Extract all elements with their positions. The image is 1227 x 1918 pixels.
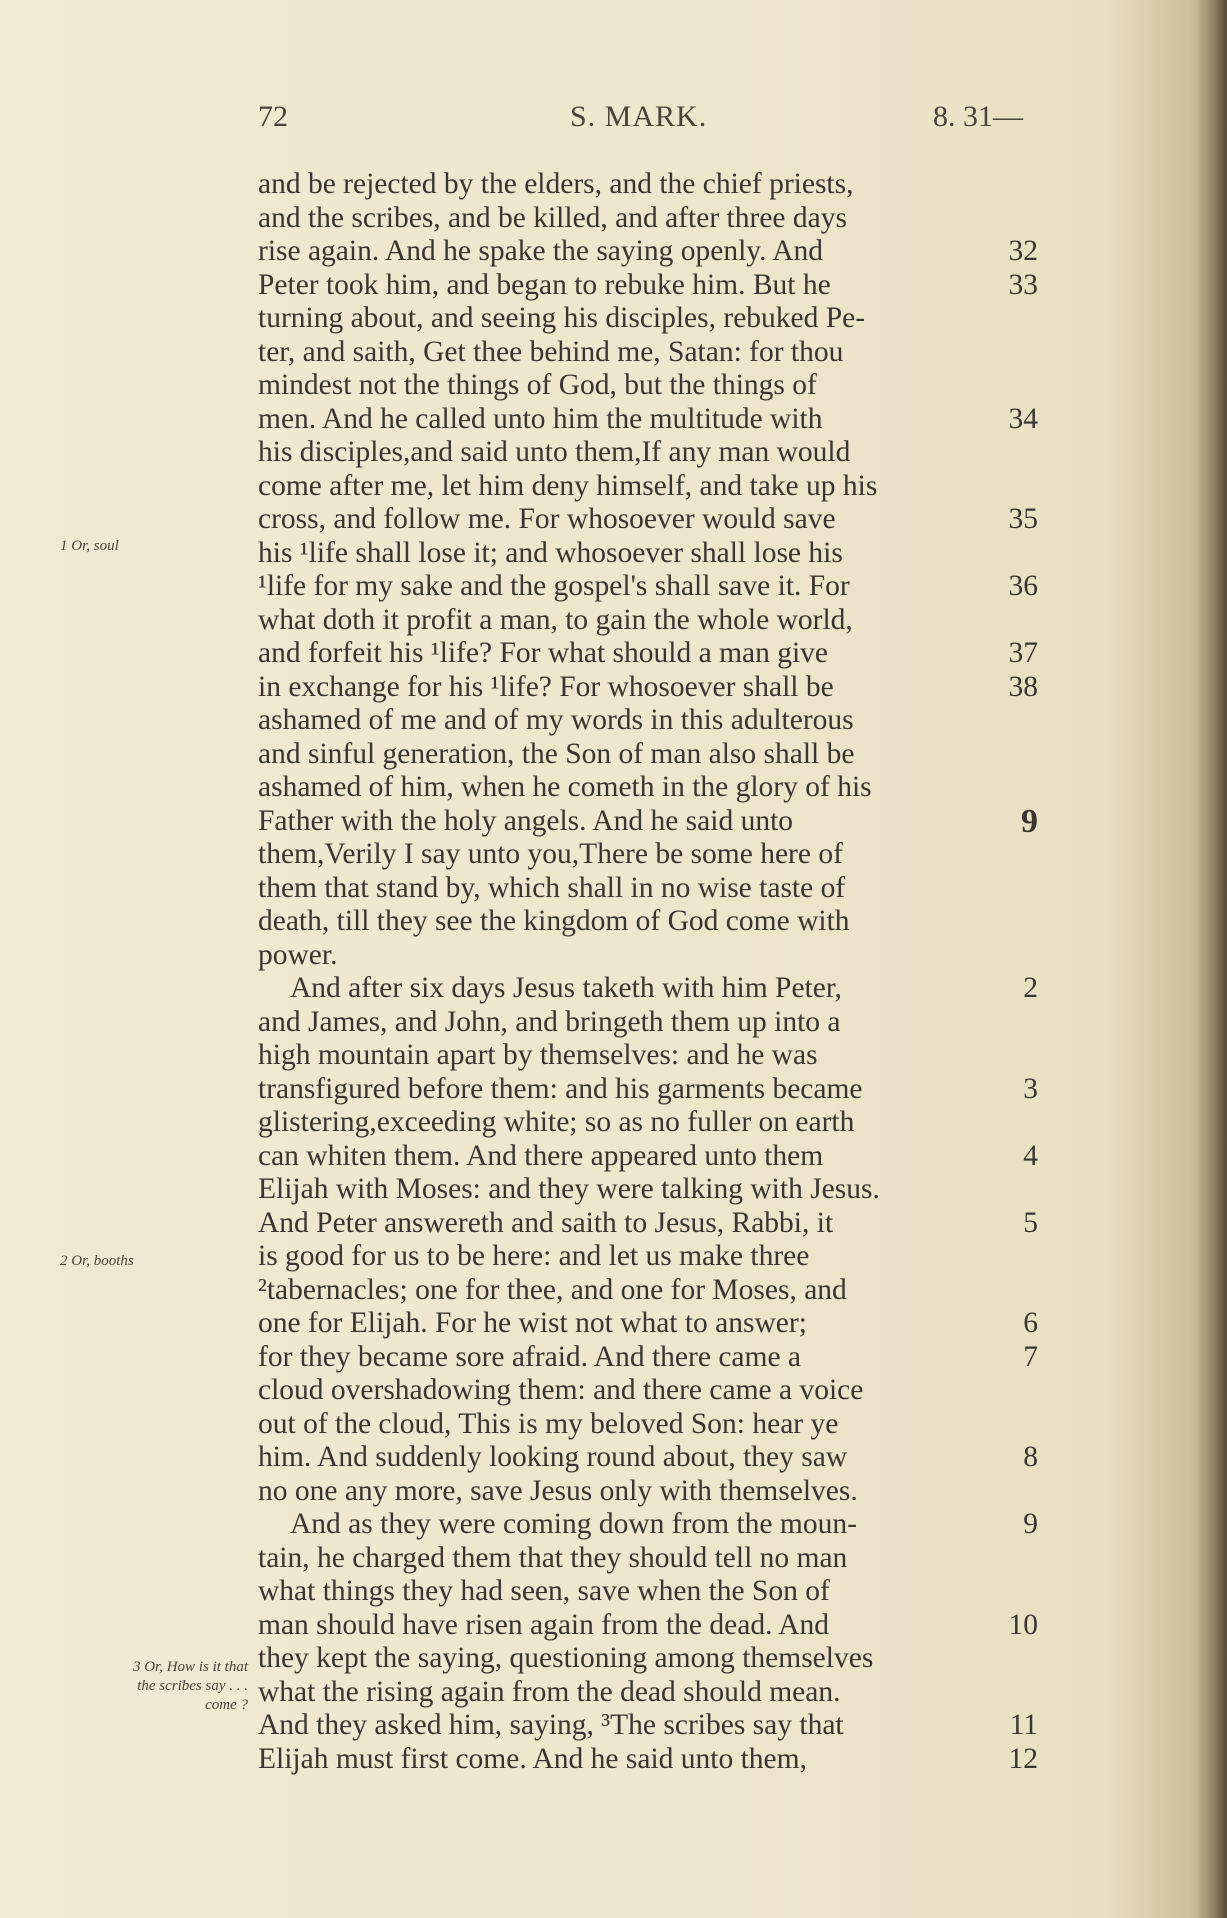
- text-line: [258, 168, 1038, 202]
- text-line: [258, 738, 1038, 772]
- verse-number: 11: [1009, 1709, 1038, 1741]
- text-line: [258, 671, 1038, 705]
- text-line: [258, 1374, 1038, 1408]
- text-line: [258, 269, 1038, 303]
- text-line: [258, 470, 1038, 504]
- text-line: [258, 570, 1038, 604]
- verse-number: 36: [1008, 570, 1038, 602]
- verse-number: 7: [1023, 1340, 1038, 1373]
- text-line: [258, 838, 1038, 872]
- line-text: ¹life for my sake and the gospel's shall save it. For: [258, 570, 850, 602]
- text-line: [258, 1073, 1038, 1107]
- text-line: [258, 403, 1038, 437]
- text-line: [258, 1609, 1038, 1643]
- margin-note: [52, 1658, 248, 1715]
- line-text: for they became sore afraid. And there came a: [258, 1340, 802, 1373]
- line-text: ashamed of me and of my words in this adulterous: [258, 704, 854, 736]
- line-text: And Peter answereth and saith to Jesus, Rabbi, it: [258, 1206, 834, 1239]
- line-text: death, till they see the kingdom of God come with: [258, 905, 850, 937]
- text-line: [258, 802, 1038, 840]
- verse-number: 37: [1008, 637, 1038, 669]
- line-text: and the scribes, and be killed, and after three days: [258, 201, 847, 234]
- line-text: ter, and saith, Get thee behind me, Satan: for thou: [258, 335, 844, 368]
- line-text: man should have risen again from the dead. And: [258, 1608, 830, 1641]
- text-line: [258, 604, 1038, 638]
- text-line: [258, 1508, 1038, 1542]
- text-line: [258, 905, 1038, 939]
- text-line: [258, 1173, 1038, 1207]
- line-text: tain, he charged them that they should tell no man: [258, 1541, 848, 1574]
- text-line: [258, 302, 1038, 336]
- verse-number: 8: [1023, 1441, 1038, 1473]
- text-line: [258, 771, 1038, 805]
- verse-number: 5: [1023, 1206, 1038, 1239]
- line-text: in exchange for his ¹life? For whosoever shall be: [258, 670, 834, 703]
- text-line: [258, 1542, 1038, 1576]
- text-line: [258, 1743, 1038, 1777]
- text-line: [258, 1140, 1038, 1174]
- line-text: no one any more, save Jesus only with themselves.: [258, 1474, 858, 1507]
- verse-number: 4: [1023, 1139, 1038, 1172]
- text-line: [258, 1475, 1038, 1509]
- line-text: his disciples,and said unto them,If any man would: [258, 436, 851, 468]
- line-text: Peter took him, and began to rebuke him. But he: [258, 268, 831, 301]
- line-text: come after me, let him deny himself, and take up his: [258, 469, 878, 502]
- line-text: and James, and John, and bringeth them up into a: [258, 1005, 841, 1038]
- line-text: and forfeit his ¹life? For what should a man give: [258, 637, 829, 669]
- line-text: his ¹life shall lose it; and whosoever shall lose his: [258, 536, 843, 569]
- line-text: ashamed of him, when he cometh in the glory of his: [258, 771, 872, 803]
- line-text: And as they were coming down from the moun-: [290, 1508, 857, 1540]
- text-line: [258, 872, 1038, 906]
- text-line: [258, 972, 1038, 1006]
- text-line: [258, 1307, 1038, 1341]
- verse-number: 33: [1008, 268, 1038, 301]
- line-text: men. And he called unto him the multitude with: [258, 402, 823, 435]
- line-text: them,Verily I say unto you,There be some here of: [258, 838, 843, 870]
- line-text: turning about, and seeing his disciples, rebuked Pe-: [258, 302, 866, 334]
- running-header: [258, 100, 1038, 144]
- text-line: [258, 436, 1038, 470]
- line-text: mindest not the things of God, but the things of: [258, 369, 817, 401]
- text-line: [258, 1341, 1038, 1375]
- line-text: Elijah with Moses: and they were talking with Jesus.: [258, 1173, 880, 1205]
- text-line: [258, 336, 1038, 370]
- line-text: out of the cloud, This is my beloved Son: hear ye: [258, 1407, 839, 1440]
- line-text: and sinful generation, the Son of man also shall be: [258, 737, 855, 770]
- line-text: power.: [258, 938, 338, 971]
- text-line: [258, 1575, 1038, 1609]
- verse-number: 32: [1008, 235, 1038, 267]
- margin-note-line: the scribes say . . .: [137, 1678, 248, 1694]
- line-text: glistering,exceeding white; so as no fuller on earth: [258, 1106, 855, 1138]
- text-line: [258, 1441, 1038, 1475]
- text-line: [258, 202, 1038, 236]
- chapter-verse-reference: 8. 31—: [933, 100, 1023, 133]
- text-line: [258, 1106, 1038, 1140]
- line-text: they kept the saying, questioning among themselves: [258, 1642, 874, 1674]
- verse-number: 12: [1008, 1742, 1038, 1775]
- line-text: rise again. And he spake the saying openly. And: [258, 235, 824, 267]
- text-line: [258, 503, 1038, 537]
- verse-number: 35: [1008, 503, 1038, 535]
- line-text: and be rejected by the elders, and the chief priests,: [258, 168, 854, 200]
- line-text: transfigured before them: and his garments became: [258, 1072, 863, 1105]
- text-line: [258, 1207, 1038, 1241]
- line-text: And after six days Jesus taketh with him Peter,: [290, 972, 842, 1004]
- text-line: [258, 1642, 1038, 1676]
- line-text: them that stand by, which shall in no wise taste of: [258, 871, 846, 904]
- text-line: [258, 1039, 1038, 1073]
- verse-number: 9: [1023, 1508, 1038, 1540]
- page-number: 72: [258, 100, 288, 133]
- verse-number: 6: [1023, 1307, 1038, 1339]
- margin-note: 1 Or, soul: [60, 538, 119, 554]
- line-text: Father with the holy angels. And he said unto: [258, 804, 794, 837]
- margin-note-line: 3 Or, How is it that: [132, 1659, 248, 1675]
- line-text: Elijah must first come. And he said unto them,: [258, 1742, 807, 1775]
- line-text: can whiten them. And there appeared unto them: [258, 1139, 824, 1172]
- text-line: [258, 369, 1038, 403]
- text-line: [258, 1006, 1038, 1040]
- text-line: [258, 1240, 1038, 1274]
- text-line: [258, 704, 1038, 738]
- line-text: what doth it profit a man, to gain the whole world,: [258, 603, 853, 636]
- line-text: what the rising again from the dead should mean.: [258, 1675, 841, 1708]
- scripture-text: [258, 168, 1038, 1776]
- line-text: And they asked him, saying, ³The scribes say that: [258, 1709, 844, 1741]
- line-text: what things they had seen, save when the Son of: [258, 1575, 830, 1607]
- page-edge-shadow: [1197, 0, 1227, 1918]
- line-text: ²tabernacles; one for thee, and one for Moses, and: [258, 1273, 847, 1306]
- text-line: [258, 939, 1038, 973]
- verse-number: 3: [1023, 1072, 1038, 1105]
- line-text: is good for us to be here: and let us make three: [258, 1240, 810, 1272]
- line-text: one for Elijah. For he wist not what to answer;: [258, 1307, 807, 1339]
- margin-note-line: come ?: [205, 1697, 248, 1713]
- line-text: cross, and follow me. For whosoever would save: [258, 503, 836, 535]
- text-line: [258, 1709, 1038, 1743]
- line-text: high mountain apart by themselves: and he was: [258, 1039, 818, 1071]
- text-line: [258, 1274, 1038, 1308]
- text-line: [258, 235, 1038, 269]
- book-title: S. MARK.: [570, 100, 708, 133]
- margin-note: 2 Or, booths: [60, 1253, 134, 1269]
- text-line: [258, 637, 1038, 671]
- text-line: [258, 537, 1038, 571]
- text-line: [258, 1676, 1038, 1710]
- verse-number: 10: [1008, 1608, 1038, 1641]
- text-line: [258, 1408, 1038, 1442]
- verse-number: 38: [1008, 670, 1038, 703]
- line-text: cloud overshadowing them: and there came a voice: [258, 1374, 864, 1406]
- verse-number: 2: [1023, 972, 1038, 1004]
- line-text: him. And suddenly looking round about, they saw: [258, 1441, 848, 1473]
- chapter-number: 9: [1021, 802, 1038, 840]
- verse-number: 34: [1008, 402, 1038, 435]
